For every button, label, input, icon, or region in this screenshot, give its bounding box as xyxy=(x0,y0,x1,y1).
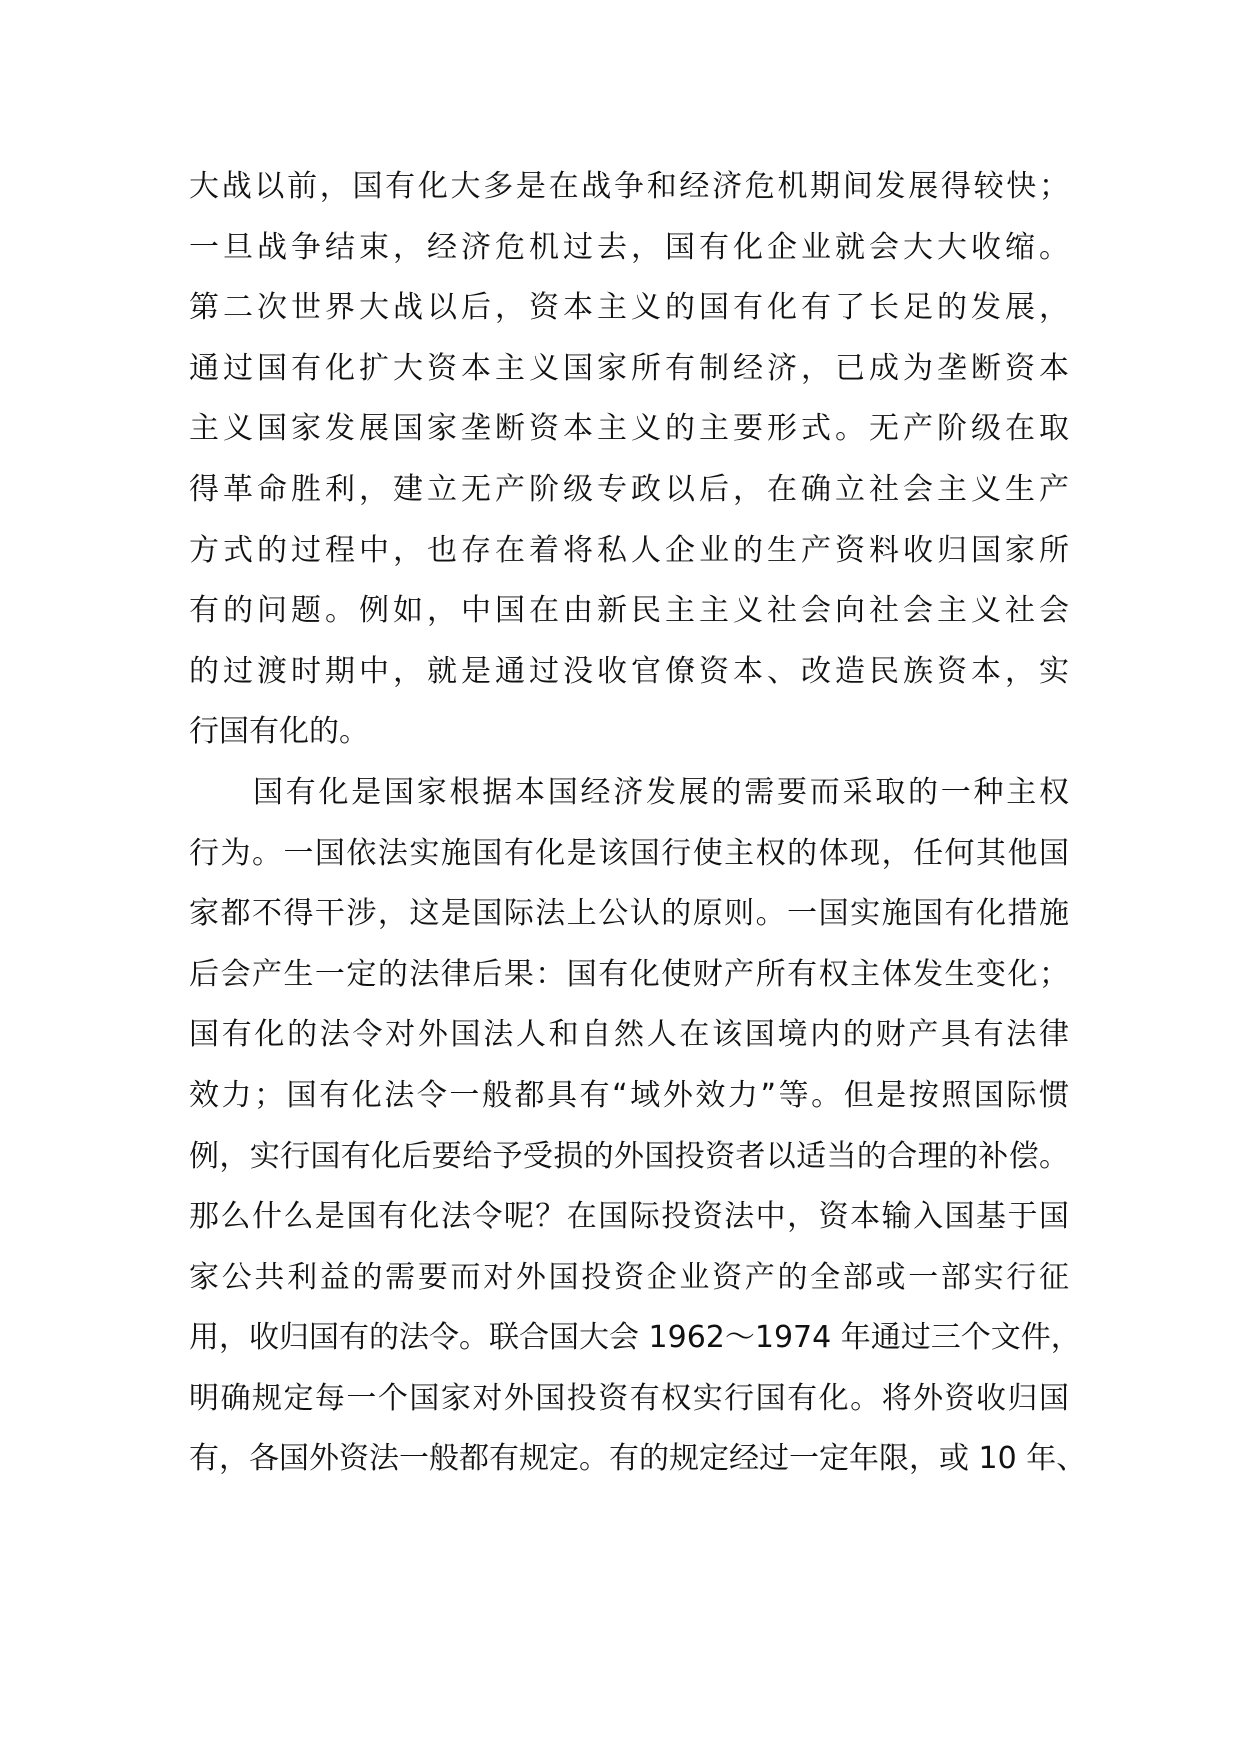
text-line: 那么什么是国有化法令呢？在国际投资法中，资本输入国基于国 xyxy=(189,1199,1069,1235)
paragraph-1 xyxy=(189,157,1069,763)
text-line: 家都不得干涉，这是国际法上公认的原则。一国实施国有化措施 xyxy=(189,896,1069,932)
text-line: 效力；国有化法令一般都具有“域外效力”等。但是按照国际惯 xyxy=(189,1077,1069,1113)
text-line: 通过国有化扩大资本主义国家所有制经济，已成为垄断资本 xyxy=(189,350,1069,386)
text-line: 的过渡时期中，就是通过没收官僚资本、改造民族资本，实 xyxy=(189,653,1069,689)
text-line: 行国有化的。 xyxy=(189,714,369,750)
text-line: 方式的过程中，也存在着将私人企业的生产资料收归国家所 xyxy=(189,532,1069,568)
text-line: 主义国家发展国家垄断资本主义的主要形式。无产阶级在取 xyxy=(189,411,1069,447)
text-line: 家公共利益的需要而对外国投资企业资产的全部或一部实行征 xyxy=(189,1259,1069,1295)
text-line: 例，实行国有化后要给予受损的外国投资者以适当的合理的补偿。 xyxy=(189,1138,1069,1174)
paragraph-2 xyxy=(189,763,1087,1490)
text-line: 有的问题。例如，中国在由新民主主义社会向社会主义社会 xyxy=(189,593,1069,629)
text-line: 大战以前，国有化大多是在战争和经济危机期间发展得较快； xyxy=(189,169,1069,204)
text-line: 国有化是国家根据本国经济发展的需要而采取的一种主权 xyxy=(253,774,1069,810)
text-line: 行为。一国依法实施国有化是该国行使主权的体现，任何其他国 xyxy=(189,835,1069,871)
text-line: 国有化的法令对外国法人和自然人在该国境内的财产具有法律 xyxy=(189,1017,1069,1053)
text-line: 一旦战争结束，经济危机过去，国有化企业就会大大收缩。 xyxy=(189,229,1069,265)
body-text xyxy=(189,157,1087,1490)
text-line: 用，收归国有的法令。联合国大会 1962～1974 年通过三个文件， xyxy=(189,1320,1081,1356)
text-line: 第二次世界大战以后，资本主义的国有化有了长足的发展， xyxy=(189,290,1069,326)
text-line: 明确规定每一个国家对外国投资有权实行国有化。将外资收归国 xyxy=(189,1380,1069,1416)
text-line: 后会产生一定的法律后果：国有化使财产所有权主体发生变化； xyxy=(189,956,1069,992)
text-line: 有，各国外资法一般都有规定。有的规定经过一定年限，或 10 年、 xyxy=(189,1441,1087,1477)
text-line: 得革命胜利，建立无产阶级专政以后，在确立社会主义生产 xyxy=(189,471,1069,507)
